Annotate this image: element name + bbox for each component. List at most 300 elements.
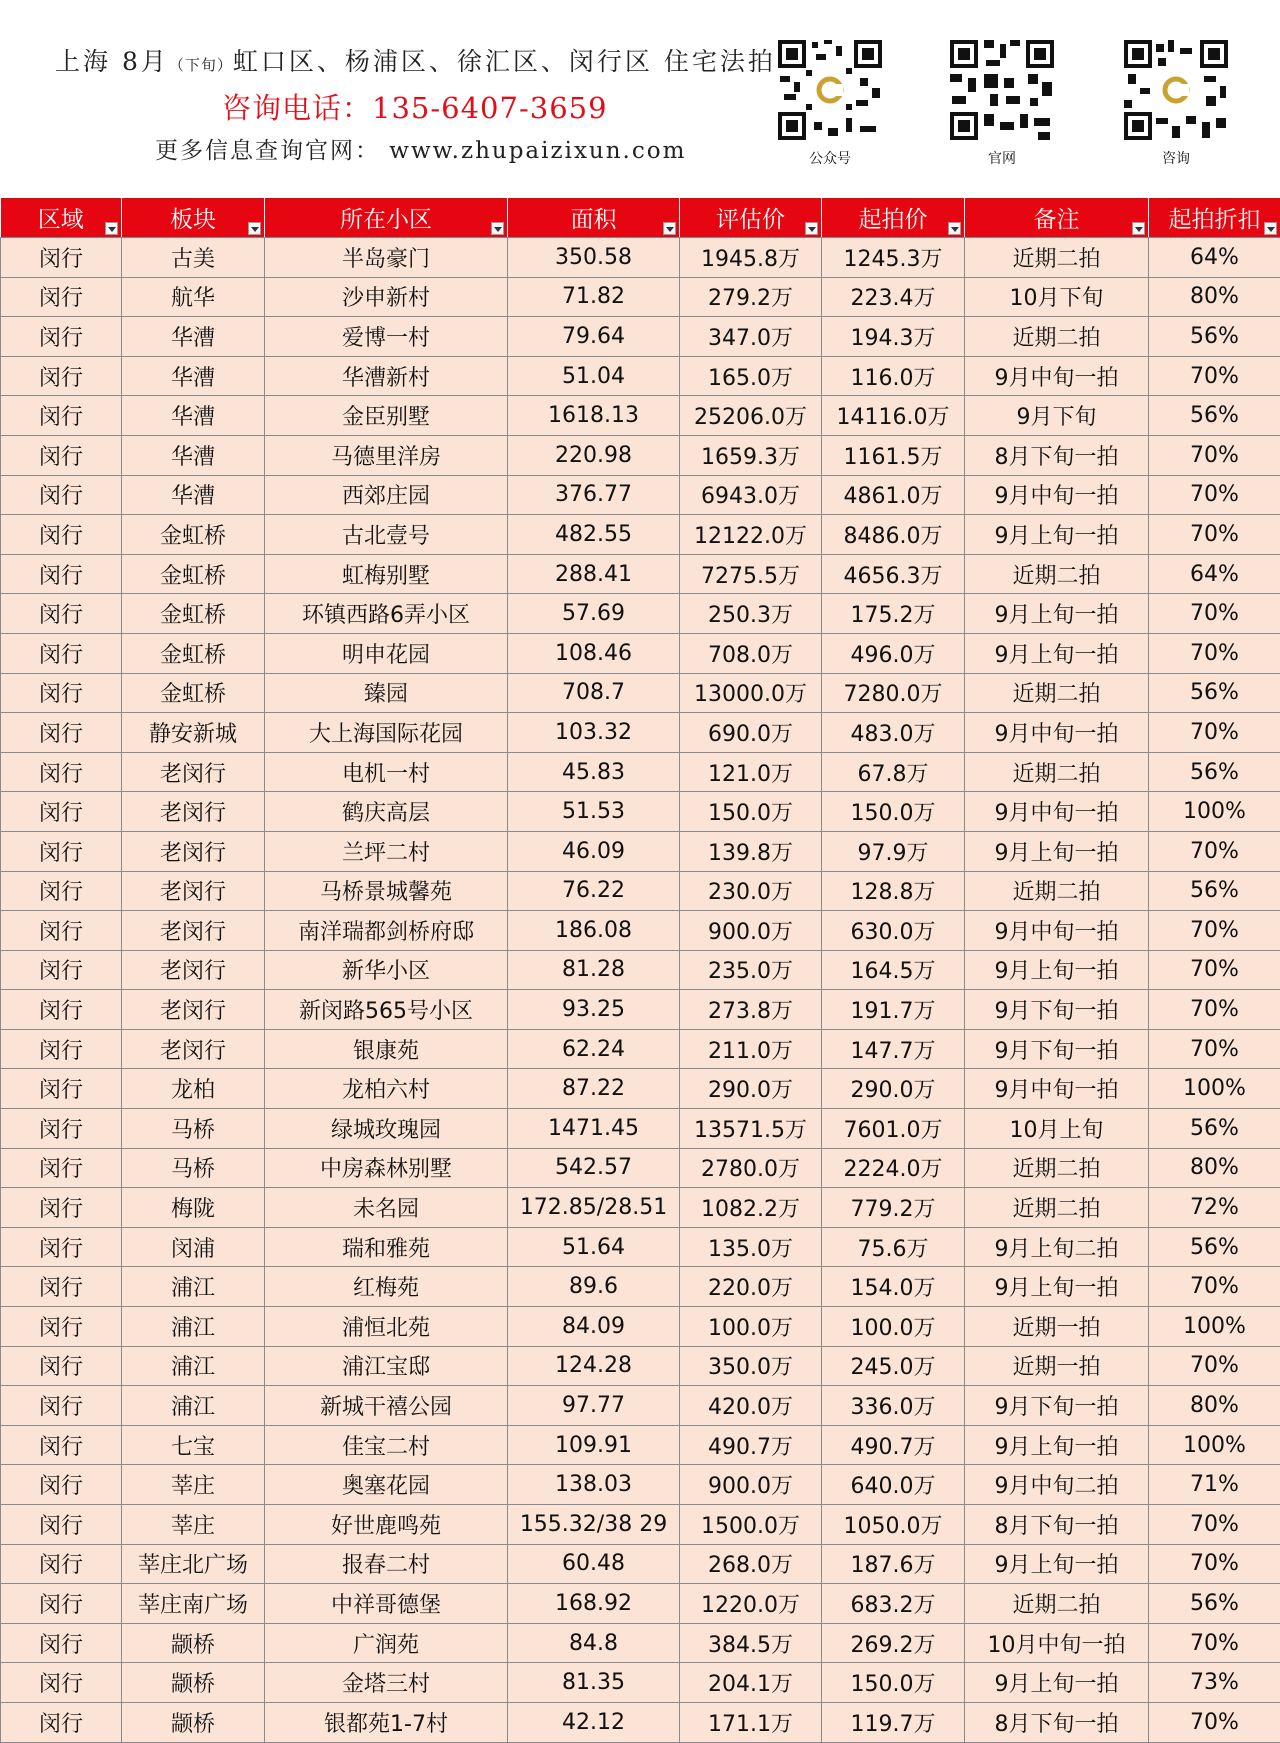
col-start-price-cell: 223.4万 <box>822 277 965 317</box>
col-remark-cell: 8月下旬一拍 <box>965 1702 1149 1742</box>
col-community-cell: 爱博一村 <box>265 317 508 357</box>
col-appraisal-cell: 384.5万 <box>680 1623 822 1663</box>
col-community-cell: 金塔三村 <box>265 1663 508 1703</box>
table-row <box>1 1584 1280 1624</box>
col-appraisal-cell: 220.0万 <box>680 1267 822 1307</box>
col-appraisal-cell: 1082.2万 <box>680 1188 822 1228</box>
col-area-cell: 89.6 <box>508 1267 680 1307</box>
col-community-cell: 新华小区 <box>265 950 508 990</box>
col-discount-cell: 56% <box>1149 673 1280 713</box>
col-block-cell: 老闵行 <box>122 871 265 911</box>
col-area-cell: 81.35 <box>508 1663 680 1703</box>
col-region-cell: 闵行 <box>1 356 122 396</box>
col-start-price-cell: 191.7万 <box>822 990 965 1030</box>
col-block-cell: 金虹桥 <box>122 594 265 634</box>
col-start-price-cell: 4656.3万 <box>822 554 965 594</box>
col-remark-cell: 9月上旬二拍 <box>965 1227 1149 1267</box>
col-discount-cell: 70% <box>1149 475 1280 515</box>
qr-caption: 公众号 <box>809 151 851 167</box>
auction-table <box>0 198 1280 1743</box>
qr-website[interactable] <box>943 38 1061 168</box>
col-discount-cell: 56% <box>1149 396 1280 436</box>
table-row <box>1 752 1280 792</box>
qr-caption: 官网 <box>988 151 1016 167</box>
col-remark-cell: 近期二拍 <box>965 673 1149 713</box>
col-block-cell: 颛桥 <box>122 1663 265 1703</box>
qr-code-icon <box>948 38 1056 142</box>
col-region-cell: 闵行 <box>1 633 122 673</box>
col-remark-cell: 近期二拍 <box>965 752 1149 792</box>
col-appraisal-cell: 211.0万 <box>680 1029 822 1069</box>
col-start-price-cell: 164.5万 <box>822 950 965 990</box>
col-region-cell: 闵行 <box>1 1544 122 1584</box>
col-area-cell: 288.41 <box>508 554 680 594</box>
col-start-price-cell: 336.0万 <box>822 1386 965 1426</box>
col-appraisal-cell: 268.0万 <box>680 1544 822 1584</box>
col-block-cell: 金虹桥 <box>122 633 265 673</box>
col-start-price-cell: 7601.0万 <box>822 1109 965 1149</box>
col-start-price-cell: 8486.0万 <box>822 515 965 555</box>
col-start-price-cell: 119.7万 <box>822 1702 965 1742</box>
column-label: 评估价 <box>716 207 785 233</box>
col-discount-cell: 70% <box>1149 1029 1280 1069</box>
col-discount-cell: 100% <box>1149 1425 1280 1465</box>
col-appraisal-cell: 204.1万 <box>680 1663 822 1703</box>
col-region-cell: 闵行 <box>1 1188 122 1228</box>
col-block-cell: 浦江 <box>122 1307 265 1347</box>
col-start-price-cell: 483.0万 <box>822 713 965 753</box>
filter-dropdown-icon[interactable] <box>248 222 261 235</box>
col-community-cell: 好世鹿鸣苑 <box>265 1505 508 1545</box>
table-row <box>1 713 1280 753</box>
col-community-cell: 报春二村 <box>265 1544 508 1584</box>
col-discount-cell: 56% <box>1149 1227 1280 1267</box>
col-area-cell: 482.55 <box>508 515 680 555</box>
title-main: 虹口区、杨浦区、徐汇区、闵行区 住宅法拍 <box>232 47 776 76</box>
col-start-price-cell: 150.0万 <box>822 792 965 832</box>
col-remark-cell: 9月上旬一拍 <box>965 950 1149 990</box>
col-appraisal-cell: 900.0万 <box>680 911 822 951</box>
col-community-cell: 马桥景城馨苑 <box>265 871 508 911</box>
title-prefix: 上海 8月 <box>55 47 169 76</box>
website-link[interactable]: 更多信息查询官网： www.zhupaizixun.com <box>155 138 687 164</box>
column-label: 起拍价 <box>858 207 928 233</box>
col-region-cell: 闵行 <box>1 792 122 832</box>
col-community-cell: 浦恒北苑 <box>265 1307 508 1347</box>
col-area-cell: 84.09 <box>508 1307 680 1347</box>
col-discount-cell: 70% <box>1149 594 1280 634</box>
col-region-cell: 闵行 <box>1 1425 122 1465</box>
col-appraisal-cell: 12122.0万 <box>680 515 822 555</box>
col-appraisal-cell: 350.0万 <box>680 1346 822 1386</box>
col-region-cell: 闵行 <box>1 1623 122 1663</box>
col-remark-cell: 9月中旬一拍 <box>965 475 1149 515</box>
col-community-cell: 华漕新村 <box>265 356 508 396</box>
table-row <box>1 238 1280 278</box>
col-area-cell: 220.98 <box>508 435 680 475</box>
col-region-cell: 闵行 <box>1 238 122 278</box>
col-area-cell: 172.85/28.51 <box>508 1188 680 1228</box>
col-discount-cell: 70% <box>1149 1623 1280 1663</box>
col-community-cell: 马德里洋房 <box>265 435 508 475</box>
col-community-cell: 西郊庄园 <box>265 475 508 515</box>
col-appraisal-cell: 347.0万 <box>680 317 822 357</box>
col-remark-cell: 9月下旬一拍 <box>965 990 1149 1030</box>
col-appraisal-cell: 235.0万 <box>680 950 822 990</box>
col-appraisal-cell: 273.8万 <box>680 990 822 1030</box>
col-area-cell: 108.46 <box>508 633 680 673</box>
col-start-price-cell: 67.8万 <box>822 752 965 792</box>
table-row <box>1 277 1280 317</box>
table-row <box>1 1148 1280 1188</box>
filter-dropdown-icon[interactable] <box>105 222 118 235</box>
col-block-cell: 老闵行 <box>122 911 265 951</box>
col-area-cell: 155.32/38 29 <box>508 1505 680 1545</box>
col-community-cell: 未名园 <box>265 1188 508 1228</box>
col-area-cell: 71.82 <box>508 277 680 317</box>
col-start-price-cell: 116.0万 <box>822 356 965 396</box>
col-region-cell: 闵行 <box>1 831 122 871</box>
col-discount-cell: 70% <box>1149 633 1280 673</box>
col-region-cell: 闵行 <box>1 1702 122 1742</box>
table-row <box>1 950 1280 990</box>
col-block-cell: 莘庄北广场 <box>122 1544 265 1584</box>
col-remark-cell: 9月上旬一拍 <box>965 1425 1149 1465</box>
col-remark-cell: 近期二拍 <box>965 871 1149 911</box>
col-discount-cell: 100% <box>1149 1307 1280 1347</box>
col-block-cell: 颛桥 <box>122 1623 265 1663</box>
col-area-cell: 708.7 <box>508 673 680 713</box>
col-remark-cell: 9月中旬一拍 <box>965 1069 1149 1109</box>
col-appraisal-cell: 171.1万 <box>680 1702 822 1742</box>
col-discount-cell: 70% <box>1149 515 1280 555</box>
col-start-price-cell: 4861.0万 <box>822 475 965 515</box>
col-region-cell: 闵行 <box>1 713 122 753</box>
table-row <box>1 594 1280 634</box>
col-region-cell: 闵行 <box>1 1109 122 1149</box>
col-discount-cell: 70% <box>1149 831 1280 871</box>
col-block-cell: 浦江 <box>122 1267 265 1307</box>
col-region-cell: 闵行 <box>1 1584 122 1624</box>
col-region-cell: 闵行 <box>1 515 122 555</box>
page-header <box>0 0 1280 198</box>
col-appraisal-cell: 6943.0万 <box>680 475 822 515</box>
col-community-cell: 绿城玫瑰园 <box>265 1109 508 1149</box>
col-remark-cell: 9月上旬一拍 <box>965 1544 1149 1584</box>
qr-wechat[interactable] <box>771 38 889 168</box>
page-title <box>55 42 776 78</box>
col-appraisal-cell: 165.0万 <box>680 356 822 396</box>
col-discount-cell: 80% <box>1149 1386 1280 1426</box>
filter-dropdown-icon[interactable] <box>663 222 676 235</box>
col-area-cell: 46.09 <box>508 831 680 871</box>
col-block-cell: 静安新城 <box>122 713 265 753</box>
table-row <box>1 1544 1280 1584</box>
col-area-cell: 81.28 <box>508 950 680 990</box>
col-community-cell: 红梅苑 <box>265 1267 508 1307</box>
col-community-cell: 中房森林别墅 <box>265 1148 508 1188</box>
col-discount-cell: 70% <box>1149 1346 1280 1386</box>
col-community-header <box>265 198 508 238</box>
filter-dropdown-icon[interactable] <box>1132 222 1145 235</box>
col-block-cell: 浦江 <box>122 1346 265 1386</box>
table-row <box>1 356 1280 396</box>
col-community-cell: 浦江宝邸 <box>265 1346 508 1386</box>
col-start-price-cell: 1245.3万 <box>822 238 965 278</box>
col-appraisal-cell: 490.7万 <box>680 1425 822 1465</box>
col-remark-cell: 9月中旬一拍 <box>965 713 1149 753</box>
col-block-cell: 马桥 <box>122 1109 265 1149</box>
column-label: 备注 <box>1033 207 1080 233</box>
col-discount-cell: 73% <box>1149 1663 1280 1703</box>
col-block-cell: 华漕 <box>122 396 265 436</box>
col-community-cell: 奥塞花园 <box>265 1465 508 1505</box>
col-start-price-cell: 630.0万 <box>822 911 965 951</box>
col-remark-cell: 8月下旬一拍 <box>965 435 1149 475</box>
col-start-price-cell: 490.7万 <box>822 1425 965 1465</box>
col-remark-cell: 10月上旬 <box>965 1109 1149 1149</box>
col-discount-cell: 70% <box>1149 990 1280 1030</box>
col-start-price-cell: 150.0万 <box>822 1663 965 1703</box>
col-community-cell: 古北壹号 <box>265 515 508 555</box>
col-appraisal-cell: 250.3万 <box>680 594 822 634</box>
table-row <box>1 1069 1280 1109</box>
col-area-cell: 103.32 <box>508 713 680 753</box>
col-remark-cell: 9月上旬一拍 <box>965 594 1149 634</box>
col-appraisal-cell: 1659.3万 <box>680 435 822 475</box>
col-start-price-cell: 7280.0万 <box>822 673 965 713</box>
col-area-cell: 138.03 <box>508 1465 680 1505</box>
col-discount-cell: 64% <box>1149 554 1280 594</box>
col-remark-cell: 10月下旬 <box>965 277 1149 317</box>
col-community-cell: 龙柏六村 <box>265 1069 508 1109</box>
col-area-cell: 168.92 <box>508 1584 680 1624</box>
col-region-cell: 闵行 <box>1 1505 122 1545</box>
col-start-price-cell: 290.0万 <box>822 1069 965 1109</box>
col-block-cell: 老闵行 <box>122 752 265 792</box>
col-area-cell: 109.91 <box>508 1425 680 1465</box>
col-appraisal-cell: 13000.0万 <box>680 673 822 713</box>
col-area-cell: 376.77 <box>508 475 680 515</box>
col-appraisal-cell: 1945.8万 <box>680 238 822 278</box>
col-community-cell: 兰坪二村 <box>265 831 508 871</box>
col-block-cell: 颛桥 <box>122 1702 265 1742</box>
col-area-header <box>508 198 680 238</box>
col-appraisal-cell: 135.0万 <box>680 1227 822 1267</box>
table-row <box>1 1425 1280 1465</box>
table-row <box>1 515 1280 555</box>
col-discount-cell: 70% <box>1149 1544 1280 1584</box>
col-appraisal-cell: 230.0万 <box>680 871 822 911</box>
col-remark-header <box>965 198 1149 238</box>
col-block-cell: 梅陇 <box>122 1188 265 1228</box>
table-row <box>1 1346 1280 1386</box>
col-community-cell: 环镇西路6弄小区 <box>265 594 508 634</box>
col-discount-cell: 56% <box>1149 871 1280 911</box>
col-appraisal-cell: 2780.0万 <box>680 1148 822 1188</box>
col-block-cell: 华漕 <box>122 317 265 357</box>
filter-dropdown-icon[interactable] <box>491 222 504 235</box>
col-community-cell: 金臣别墅 <box>265 396 508 436</box>
col-start-price-cell: 1050.0万 <box>822 1505 965 1545</box>
col-region-cell: 闵行 <box>1 752 122 792</box>
col-appraisal-cell: 420.0万 <box>680 1386 822 1426</box>
col-appraisal-cell: 13571.5万 <box>680 1109 822 1149</box>
table-row <box>1 1623 1280 1663</box>
col-discount-cell: 70% <box>1149 950 1280 990</box>
table-row <box>1 317 1280 357</box>
col-appraisal-cell: 150.0万 <box>680 792 822 832</box>
col-discount-cell: 70% <box>1149 1505 1280 1545</box>
col-area-cell: 1471.45 <box>508 1109 680 1149</box>
col-area-cell: 84.8 <box>508 1623 680 1663</box>
col-remark-cell: 9月中旬一拍 <box>965 792 1149 832</box>
col-region-cell: 闵行 <box>1 911 122 951</box>
col-region-cell: 闵行 <box>1 317 122 357</box>
col-remark-cell: 近期二拍 <box>965 1584 1149 1624</box>
col-region-cell: 闵行 <box>1 277 122 317</box>
col-discount-cell: 100% <box>1149 792 1280 832</box>
col-community-cell: 银都苑1-7村 <box>265 1702 508 1742</box>
col-region-cell: 闵行 <box>1 435 122 475</box>
col-remark-cell: 9月下旬一拍 <box>965 1386 1149 1426</box>
col-start-price-cell: 269.2万 <box>822 1623 965 1663</box>
filter-dropdown-icon[interactable] <box>1264 222 1277 235</box>
col-start-price-cell: 2224.0万 <box>822 1148 965 1188</box>
col-block-header <box>122 198 265 238</box>
column-label: 区域 <box>37 207 84 233</box>
col-start-price-cell: 154.0万 <box>822 1267 965 1307</box>
col-block-cell: 老闵行 <box>122 950 265 990</box>
col-start-price-cell: 245.0万 <box>822 1346 965 1386</box>
table-header-row <box>1 198 1280 238</box>
col-discount-cell: 64% <box>1149 238 1280 278</box>
col-region-cell: 闵行 <box>1 594 122 634</box>
col-remark-cell: 9月中旬二拍 <box>965 1465 1149 1505</box>
col-discount-cell: 70% <box>1149 911 1280 951</box>
table-row <box>1 1702 1280 1742</box>
qr-consult[interactable] <box>1117 38 1235 168</box>
col-region-cell: 闵行 <box>1 1148 122 1188</box>
col-remark-cell: 9月下旬一拍 <box>965 1029 1149 1069</box>
col-community-cell: 瑞和雅苑 <box>265 1227 508 1267</box>
col-remark-cell: 10月中旬一拍 <box>965 1623 1149 1663</box>
filter-dropdown-icon[interactable] <box>805 222 818 235</box>
col-discount-cell: 56% <box>1149 1584 1280 1624</box>
col-region-cell: 闵行 <box>1 1346 122 1386</box>
col-community-cell: 新闵路565号小区 <box>265 990 508 1030</box>
col-start-price-cell: 147.7万 <box>822 1029 965 1069</box>
col-block-cell: 华漕 <box>122 475 265 515</box>
col-region-cell: 闵行 <box>1 1307 122 1347</box>
col-remark-cell: 近期二拍 <box>965 1188 1149 1228</box>
col-region-cell: 闵行 <box>1 673 122 713</box>
table-row <box>1 475 1280 515</box>
col-remark-cell: 9月下旬 <box>965 396 1149 436</box>
col-remark-cell: 近期一拍 <box>965 1307 1149 1347</box>
table-row <box>1 1267 1280 1307</box>
col-remark-cell: 近期一拍 <box>965 1346 1149 1386</box>
col-block-cell: 马桥 <box>122 1148 265 1188</box>
col-start-price-cell: 194.3万 <box>822 317 965 357</box>
col-start-price-cell: 496.0万 <box>822 633 965 673</box>
col-area-cell: 51.53 <box>508 792 680 832</box>
table-row <box>1 1663 1280 1703</box>
col-community-cell: 新城干禧公园 <box>265 1386 508 1426</box>
table-row <box>1 435 1280 475</box>
col-area-cell: 76.22 <box>508 871 680 911</box>
column-label: 所在小区 <box>340 207 432 233</box>
col-start-price-header <box>822 198 965 238</box>
col-start-price-cell: 100.0万 <box>822 1307 965 1347</box>
col-area-cell: 62.24 <box>508 1029 680 1069</box>
col-region-cell: 闵行 <box>1 554 122 594</box>
col-remark-cell: 9月上旬一拍 <box>965 831 1149 871</box>
col-area-cell: 1618.13 <box>508 396 680 436</box>
title-period: （下旬） <box>168 56 233 74</box>
col-region-cell: 闵行 <box>1 1069 122 1109</box>
col-block-cell: 莘庄 <box>122 1505 265 1545</box>
col-appraisal-cell: 1500.0万 <box>680 1505 822 1545</box>
col-appraisal-cell: 7275.5万 <box>680 554 822 594</box>
col-appraisal-cell: 690.0万 <box>680 713 822 753</box>
col-discount-cell: 56% <box>1149 752 1280 792</box>
col-appraisal-cell: 708.0万 <box>680 633 822 673</box>
col-community-cell: 佳宝二村 <box>265 1425 508 1465</box>
col-region-cell: 闵行 <box>1 1029 122 1069</box>
col-region-cell: 闵行 <box>1 1386 122 1426</box>
col-start-price-cell: 75.6万 <box>822 1227 965 1267</box>
col-region-cell: 闵行 <box>1 1663 122 1703</box>
table-row <box>1 554 1280 594</box>
col-discount-header <box>1149 198 1280 238</box>
table-row <box>1 990 1280 1030</box>
col-remark-cell: 8月下旬一拍 <box>965 1505 1149 1545</box>
table-row <box>1 1505 1280 1545</box>
col-area-cell: 57.69 <box>508 594 680 634</box>
col-appraisal-cell: 100.0万 <box>680 1307 822 1347</box>
table-row <box>1 1227 1280 1267</box>
col-appraisal-cell: 139.8万 <box>680 831 822 871</box>
col-block-cell: 华漕 <box>122 435 265 475</box>
table-row <box>1 792 1280 832</box>
col-block-cell: 老闵行 <box>122 792 265 832</box>
col-start-price-cell: 97.9万 <box>822 831 965 871</box>
col-region-cell: 闵行 <box>1 1267 122 1307</box>
col-area-cell: 79.64 <box>508 317 680 357</box>
col-appraisal-cell: 1220.0万 <box>680 1584 822 1624</box>
col-discount-cell: 70% <box>1149 1267 1280 1307</box>
col-remark-cell: 9月上旬一拍 <box>965 1663 1149 1703</box>
col-block-cell: 古美 <box>122 238 265 278</box>
col-block-cell: 华漕 <box>122 356 265 396</box>
col-community-cell: 大上海国际花园 <box>265 713 508 753</box>
col-community-cell: 虹梅别墅 <box>265 554 508 594</box>
col-remark-cell: 近期二拍 <box>965 1148 1149 1188</box>
col-area-cell: 93.25 <box>508 990 680 1030</box>
col-area-cell: 51.64 <box>508 1227 680 1267</box>
qr-code-icon <box>776 38 884 142</box>
col-block-cell: 航华 <box>122 277 265 317</box>
col-start-price-cell: 187.6万 <box>822 1544 965 1584</box>
col-block-cell: 老闵行 <box>122 1029 265 1069</box>
col-community-cell: 中祥哥德堡 <box>265 1584 508 1624</box>
column-label: 起拍折扣 <box>1168 207 1261 233</box>
col-start-price-cell: 1161.5万 <box>822 435 965 475</box>
col-area-cell: 51.04 <box>508 356 680 396</box>
filter-dropdown-icon[interactable] <box>948 222 961 235</box>
col-discount-cell: 56% <box>1149 1109 1280 1149</box>
